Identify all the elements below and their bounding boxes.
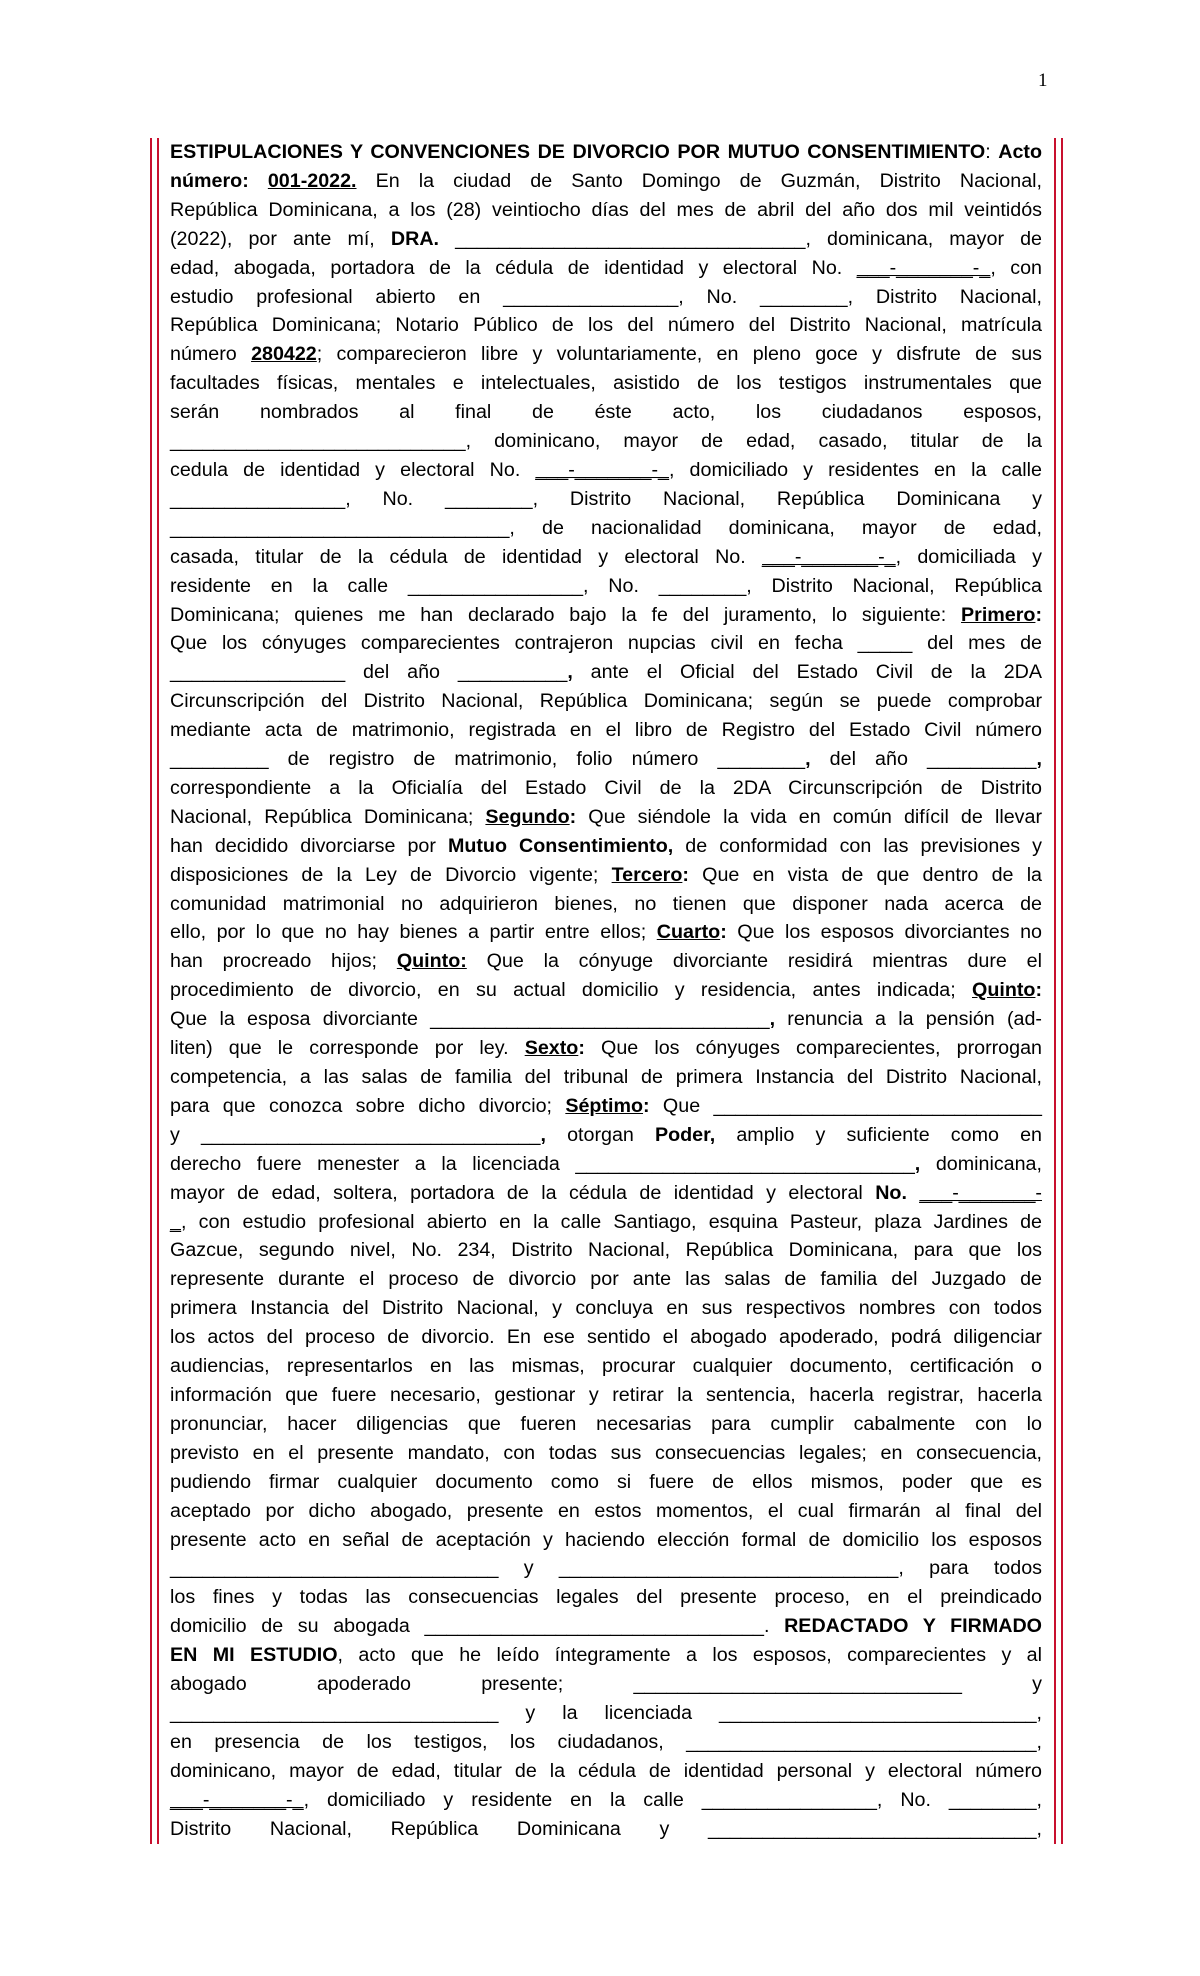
- text-run: correspondiente a la Oficialía del Estado Civil de la 2DA Circunscripción de Distrito: [170, 776, 1042, 799]
- text-run: abogado apoderado presente; ______________________________ y: [170, 1673, 1042, 1696]
- text-run: Que siéndole la vida en común difícil de llevar: [576, 805, 1042, 828]
- text-run: procedimiento de divorcio, en su actual domicilio y residencia, antes indicada;: [170, 979, 973, 1002]
- text-run: información que fuere necesario, gestionar y retirar la sentencia, hacerla registrar, hacerla: [170, 1383, 1042, 1406]
- document-line: [170, 658, 1042, 687]
- text-run: Primero: [961, 603, 1036, 626]
- text-run: , acto que he leído íntegramente a los esposos, comparecientes y al: [337, 1644, 1042, 1667]
- text-run: comunidad matrimonial no adquirieron bienes, no tienen que disponer nada acerca de: [170, 892, 1042, 915]
- text-run: Que en vista de que dentro de la: [688, 863, 1043, 886]
- document-line: [170, 340, 1042, 369]
- document-line: [170, 196, 1042, 225]
- text-run: competencia, a las salas de familia del tribunal de primera Instancia del Distrito Nacional,: [170, 1066, 1042, 1088]
- text-run: Que ______________________________: [649, 1094, 1042, 1117]
- document-line: [170, 398, 1042, 427]
- text-run: Segundo: [485, 805, 570, 828]
- document-line: [170, 803, 1042, 832]
- document-line: [170, 1526, 1042, 1555]
- document-line: [170, 1236, 1042, 1265]
- text-run: :: [985, 141, 999, 163]
- text-run: EN MI ESTUDIO: [170, 1644, 338, 1667]
- text-run: Que los cónyuges comparecientes, prorrogan: [584, 1037, 1042, 1060]
- document-line: [170, 1815, 1042, 1844]
- document-line: [170, 629, 1042, 658]
- text-run: _: [170, 1210, 181, 1233]
- text-run: Quinto:: [396, 950, 467, 973]
- document-line: [170, 1063, 1042, 1092]
- document-line: [170, 687, 1042, 716]
- text-run: aceptado por dicho abogado, presente en estos momentos, el cual firmarán al final del: [170, 1499, 1042, 1522]
- document-line: [170, 1381, 1042, 1410]
- left-border-rule-inner: [157, 138, 159, 1844]
- document-line: [170, 1699, 1042, 1728]
- document-line: [170, 1612, 1042, 1641]
- text-run: los fines y todas las consecuencias legales del presente proceso, en el preindicado: [170, 1586, 1042, 1609]
- text-run: residente en la calle ________________, No. ________, Distrito Nacional, República: [170, 574, 1042, 597]
- text-run: pudiendo firmar cualquier documento como si fuere de ellos mismos, poder que es: [170, 1470, 1042, 1493]
- document-line: [170, 543, 1042, 572]
- text-run: para que conozca sobre dicho divorcio;: [170, 1094, 566, 1117]
- document-line: [170, 283, 1042, 312]
- document-line: [170, 1323, 1042, 1352]
- document-line: [170, 1554, 1042, 1583]
- text-run: estudio profesional abierto en ________________, No. ________, Distrito Nacional,: [170, 285, 1042, 308]
- text-run: liten) que le corresponde por ley.: [170, 1037, 525, 1060]
- text-run: Que la esposa divorciante _______________________________: [170, 1008, 770, 1031]
- document-line: [170, 572, 1042, 601]
- text-run: Cuarto: [656, 921, 721, 944]
- document-line: [170, 1208, 1042, 1237]
- text-run: :: [578, 1037, 585, 1060]
- text-run: de conformidad con las previsiones y: [673, 834, 1042, 857]
- text-run: Dominicana; quienes me han declarado bajo la fe del juramento, lo siguiente:: [170, 603, 962, 626]
- document-line: [170, 369, 1042, 398]
- left-border-rule-outer: [150, 138, 152, 1844]
- document-line: [170, 861, 1042, 890]
- text-run: ___-_______-_: [856, 256, 991, 279]
- text-run: cedula de identidad y electoral No.: [170, 458, 536, 481]
- text-run: del año __________: [810, 748, 1037, 771]
- document-line: [170, 832, 1042, 861]
- text-run: ______________________________ y la licenciada _____________________________,: [170, 1701, 1042, 1724]
- text-run: han decidido divorciarse por: [170, 834, 448, 857]
- text-run: (2022), por ante mí,: [170, 227, 391, 250]
- document-line: [170, 311, 1042, 340]
- right-border-rule-outer: [1061, 138, 1063, 1844]
- text-run: , domiciliada y: [895, 545, 1042, 568]
- text-run: dominicano, mayor de edad, titular de la cédula de identidad personal y electoral número: [170, 1759, 1042, 1782]
- document-line: [170, 1294, 1042, 1323]
- text-run: Poder,: [655, 1123, 716, 1146]
- text-run: Quinto: [972, 979, 1036, 1002]
- text-run: República Dominicana, a los (28) veintiocho días del mes de abril del año dos mil veintidós: [170, 198, 1042, 221]
- text-run: ante el Oficial del Estado Civil de la 2DA: [572, 661, 1042, 684]
- text-run: Sexto: [524, 1037, 579, 1060]
- document-line: [170, 1583, 1042, 1612]
- text-run: ___-_______-: [919, 1181, 1042, 1204]
- text-run: Tercero: [611, 863, 683, 886]
- document-line: [170, 1728, 1042, 1757]
- text-run: previsto en el presente mandato, con todas sus consecuencias legales; en consecuencia,: [170, 1441, 1042, 1464]
- text-run: ________________________________, dominicana, mayor de: [439, 227, 1043, 250]
- text-run: , domiciliado y residente en la calle ________________, No. ________,: [303, 1788, 1042, 1811]
- text-run: domicilio de su abogada _______________________________.: [170, 1615, 785, 1638]
- text-run: pronunciar, hacer diligencias que fueren necesarias para cumplir cabalmente con lo: [170, 1412, 1042, 1435]
- text-run: edad, abogada, portadora de la cédula de identidad y electoral No.: [170, 256, 857, 279]
- document-line: [170, 1468, 1042, 1497]
- document-line: [170, 601, 1042, 630]
- right-border-rule-inner: [1054, 138, 1056, 1844]
- text-run: ________________ del año __________: [170, 661, 568, 684]
- text-run: 001-2022.: [267, 169, 357, 192]
- document-line: [170, 225, 1042, 254]
- document-line: [170, 1121, 1042, 1150]
- text-run: República Dominicana; Notario Público de los del número del Distrito Nacional, matrícula: [170, 314, 1042, 337]
- document-line: [170, 1757, 1042, 1786]
- text-run: ___________________________, dominicano, mayor de edad, casado, titular de la: [170, 430, 1042, 453]
- text-run: disposiciones de la Ley de Divorcio vigente;: [170, 863, 612, 886]
- text-run: , con: [990, 256, 1042, 279]
- text-run: casada, titular de la cédula de identidad y electoral No.: [170, 545, 763, 568]
- text-run: amplio y suficiente como en: [715, 1123, 1042, 1146]
- text-run: Séptimo: [565, 1094, 644, 1117]
- text-run: han procreado hijos;: [170, 950, 397, 973]
- document-line: [170, 745, 1042, 774]
- text-run: facultades físicas, mentales e intelectuales, asistido de los testigos instrumentales que: [170, 372, 1042, 395]
- text-run: derecho fuere menester a la licenciada _______________________________: [170, 1152, 915, 1175]
- text-run: :: [682, 863, 689, 886]
- text-run: Circunscripción del Distrito Nacional, República Dominicana; según se puede comprobar: [170, 690, 1042, 713]
- text-run: Gazcue, segundo nivel, No. 234, Distrito Nacional, República Dominicana, para que los: [170, 1239, 1042, 1262]
- text-run: :: [643, 1094, 650, 1117]
- text-run: En la ciudad de Santo Domingo de Guzmán, Distrito Nacional,: [356, 169, 1042, 192]
- text-run: :: [720, 921, 727, 944]
- text-run: mediante acta de matrimonio, registrada en el libro de Registro del Estado Civil número: [170, 719, 1042, 742]
- document-line: [170, 1352, 1042, 1381]
- text-run: , domiciliado y residentes en la calle: [668, 458, 1042, 481]
- text-run: número: [170, 343, 252, 366]
- text-run: y _______________________________: [170, 1123, 541, 1146]
- document-line: [170, 1641, 1042, 1670]
- text-run: ________________, No. ________, Distrito Nacional, República Dominicana y: [170, 487, 1042, 510]
- text-run: ,: [914, 1152, 921, 1175]
- text-run: REDACTADO Y FIRMADO: [784, 1615, 1042, 1638]
- text-run: Que la cónyuge divorciante residirá mientras dure el: [466, 950, 1042, 973]
- text-run: :: [569, 805, 577, 828]
- document-line: [170, 1265, 1042, 1294]
- text-run: Acto: [998, 141, 1042, 163]
- text-run: ,: [540, 1123, 546, 1146]
- text-run: los actos del proceso de divorcio. En ese sentido el abogado apoderado, podrá diligenciar: [170, 1326, 1042, 1349]
- document-line: [170, 1179, 1042, 1208]
- text-run: en presencia de los testigos, los ciudadanos, ________________________________,: [170, 1730, 1042, 1753]
- document-line: [170, 1005, 1042, 1034]
- document-line: [170, 1092, 1042, 1121]
- text-run: presente acto en señal de aceptación y haciendo elección formal de domicilio los esposos: [170, 1528, 1042, 1551]
- document-line: [170, 890, 1042, 919]
- text-run: , con estudio profesional abierto en la calle Santiago, esquina Pasteur, plaza Jardines de: [180, 1210, 1042, 1233]
- text-run: ___-_______-_: [170, 1788, 304, 1811]
- text-run: dominicana,: [920, 1152, 1042, 1175]
- text-run: :: [1035, 603, 1042, 626]
- document-line: [170, 1497, 1042, 1526]
- text-run: No.: [875, 1181, 907, 1204]
- document-line: [170, 167, 1042, 196]
- text-run: [907, 1182, 919, 1204]
- text-run: ___-_______-_: [535, 458, 669, 481]
- text-run: renuncia a la pensión (ad-: [775, 1008, 1042, 1031]
- text-run: :: [1035, 979, 1042, 1002]
- text-run: ,: [1036, 748, 1042, 771]
- document-line: [170, 514, 1042, 543]
- document-line: [170, 1439, 1042, 1468]
- text-run: _________ de registro de matrimonio, folio número ________: [170, 748, 806, 771]
- text-run: Que los esposos divorciantes no: [726, 921, 1043, 944]
- document-line: [170, 976, 1042, 1005]
- document-line: [170, 138, 1042, 167]
- document-line: [170, 1034, 1042, 1063]
- document-line: [170, 1150, 1042, 1179]
- text-run: ___-_______-_: [762, 545, 896, 568]
- page-number: 1: [1038, 70, 1048, 91]
- document-line: [170, 1786, 1042, 1815]
- document-line: [170, 774, 1042, 803]
- document-line: [170, 456, 1042, 485]
- text-run: serán nombrados al final de éste acto, los ciudadanos esposos,: [170, 401, 1042, 424]
- text-run: DRA.: [390, 227, 440, 250]
- document-line: [170, 1670, 1042, 1699]
- document-line: [170, 947, 1042, 976]
- text-run: mayor de edad, soltera, portadora de la cédula de identidad y electoral: [170, 1181, 876, 1204]
- document-line: [170, 716, 1042, 745]
- text-run: represente durante el proceso de divorcio por ante las salas de familia del Juzgado de: [170, 1268, 1042, 1291]
- text-run: ello, por lo que no hay bienes a partir entre ellos;: [170, 921, 657, 944]
- text-run: 280422: [251, 343, 317, 366]
- text-run: audiencias, representarlos en las mismas, procurar cualquier documento, certificación o: [170, 1355, 1042, 1378]
- document-line: [170, 485, 1042, 514]
- document-line: [170, 254, 1042, 283]
- text-run: ,: [805, 748, 811, 771]
- text-run: Nacional, República Dominicana;: [170, 805, 486, 828]
- text-run: _______________________________, de nacionalidad dominicana, mayor de edad,: [170, 516, 1042, 539]
- text-run: Distrito Nacional, República Dominicana y ______________________________,: [170, 1817, 1042, 1840]
- document-line: [170, 918, 1042, 947]
- text-run: otorgan: [545, 1123, 655, 1146]
- document-line: [170, 427, 1042, 456]
- document-body: [170, 138, 1042, 1843]
- document-line: [170, 1410, 1042, 1439]
- text-run: ESTIPULACIONES Y CONVENCIONES DE DIVORCIO POR MUTUO CONSENTIMIENTO: [170, 141, 986, 163]
- text-run: número:: [170, 169, 268, 192]
- text-run: ______________________________ y _______________________________, para todos: [170, 1557, 1042, 1580]
- text-run: ,: [567, 661, 573, 684]
- text-run: ,: [769, 1008, 776, 1031]
- text-run: Que los cónyuges comparecientes contrajeron nupcias civil en fecha _____ del mes de: [170, 632, 1042, 655]
- text-run: primera Instancia del Distrito Nacional, y concluya en sus respectivos nombres con todos: [170, 1297, 1042, 1320]
- text-run: ; comparecieron libre y voluntariamente, en pleno goce y disfrute de sus: [316, 343, 1043, 366]
- text-run: Mutuo Consentimiento,: [447, 834, 674, 857]
